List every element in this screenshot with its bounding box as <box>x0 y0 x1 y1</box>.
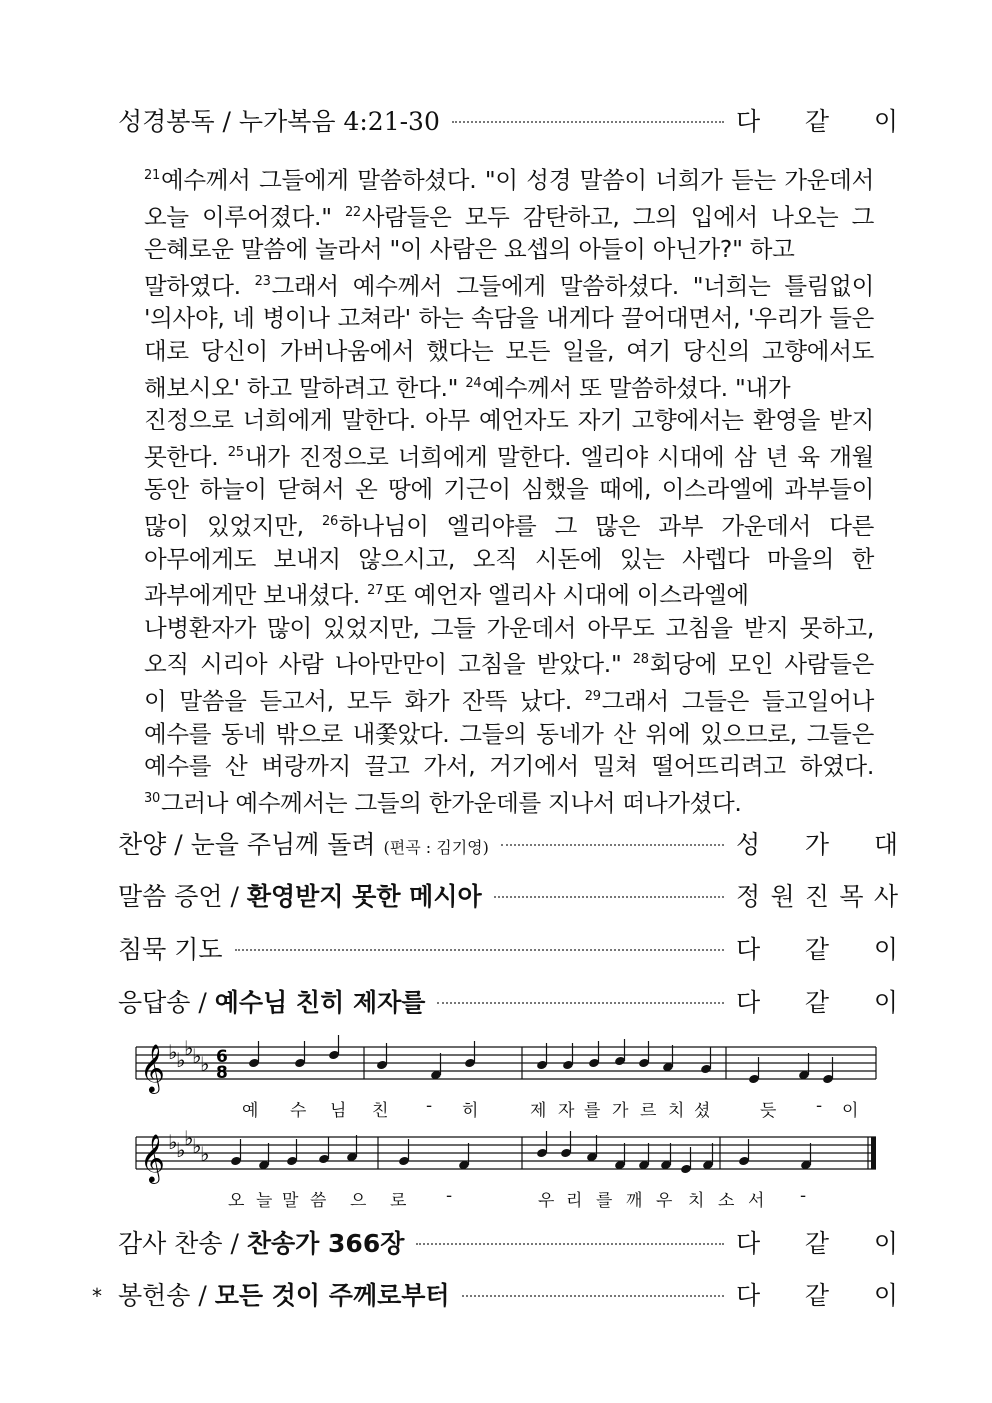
item-label: 응답송 / <box>118 988 215 1017</box>
lyric-syllable: - <box>800 1186 810 1206</box>
leader-dots <box>452 121 724 123</box>
verse-text: 과부에게만 보내셨다. <box>144 581 368 610</box>
scripture-line <box>144 437 874 474</box>
verse-text: 회당에 모인 사람들은 <box>649 650 874 679</box>
order-item-anthem <box>118 823 898 863</box>
verse-number: 24 <box>465 375 482 391</box>
lyric-syllable: 듯 <box>760 1101 780 1121</box>
lyric-syllable: 치 <box>668 1101 688 1121</box>
scripture-line <box>144 644 874 681</box>
order-item-thanksgiving-hymn <box>118 1222 898 1262</box>
time-signature-top: 6 <box>216 1047 228 1067</box>
verse-text: 그래서 예수께서 그들에게 말씀하셨다. "너희는 틀림없이 <box>271 271 874 300</box>
verse-text: 해보시오' 하고 말하려고 한다." <box>144 373 466 402</box>
leader-dots <box>462 1295 724 1297</box>
lyric-syllable: 히 <box>462 1101 482 1121</box>
scripture-line <box>144 233 874 266</box>
lyric-syllable: 예 <box>242 1101 262 1121</box>
time-signature-bottom: 8 <box>216 1063 228 1083</box>
verse-number: 29 <box>584 688 601 704</box>
item-label: 감사 찬송 / <box>118 1229 247 1258</box>
verse-text: 예수를 산 벼랑까지 끌고 가서, 거기에서 밀쳐 떨어뜨리려고 하였다. <box>144 752 874 781</box>
scripture-text <box>144 160 874 819</box>
lyric-syllable: 르 <box>640 1101 660 1121</box>
verse-text: 아무에게도 보내지 않으시고, 오직 시돈에 있는 사렙다 마을의 한 <box>144 544 874 573</box>
verse-text: 말하였다. <box>144 271 255 300</box>
leader-dots <box>494 896 724 898</box>
lyric-syllable: - <box>426 1096 436 1116</box>
verse-text: 예수께서 또 말씀하셨다. "내가 <box>482 373 791 402</box>
sermon-title: 환영받지 못한 메시아 <box>246 882 482 911</box>
lyric-syllable: 씀 <box>310 1191 330 1211</box>
treble-clef-icon: 𝄞 <box>140 1133 165 1182</box>
svg-text:♭: ♭ <box>168 1040 178 1064</box>
svg-text:♭: ♭ <box>184 1126 194 1150</box>
verse-text: 은혜로운 말씀에 놀라서 "이 사람은 요셉의 아들이 아닌가?" 하고 <box>144 235 795 264</box>
lyric-syllable: - <box>816 1096 826 1116</box>
scripture-line <box>144 783 874 820</box>
verse-number: 21 <box>144 168 160 183</box>
lyric-syllable: 우 <box>656 1191 676 1211</box>
order-item-response-song <box>118 981 898 1021</box>
verse-text: '의사야, 네 병이나 고쳐라' 하는 속담을 내게다 끌어대면서, '우리가 들은 <box>144 304 874 333</box>
verse-text: 나병환자가 많이 있었지만, 그들 가운데서 아무도 고침을 받지 못하고, <box>144 613 874 642</box>
scripture-line <box>144 266 874 303</box>
offering-song-title: 모든 것이 주께로부터 <box>214 1281 450 1310</box>
verse-text: 많이 있었지만, <box>144 511 323 540</box>
lyric-syllable: 를 <box>596 1191 616 1211</box>
scripture-line <box>144 473 874 506</box>
final-barline <box>871 1137 876 1169</box>
scripture-line <box>144 543 874 576</box>
lyric-syllable: 오 <box>228 1191 248 1211</box>
verse-text: 또 예언자 엘리사 시대에 이스라엘에 <box>384 581 749 610</box>
verse-text: 그러나 예수께서는 그들의 한가운데를 지나서 떠나가셨다. <box>160 788 742 817</box>
lyric-syllable: 으 <box>350 1191 370 1211</box>
item-label: 말씀 증언 / <box>118 882 247 911</box>
lyric-syllable: 로 <box>390 1191 410 1211</box>
lyric-syllable: 님 <box>330 1101 350 1121</box>
verse-text: 하나님이 엘리야를 그 많은 과부 가운데서 다른 <box>339 511 875 540</box>
item-label: 봉헌송 / <box>118 1281 215 1310</box>
scripture-line <box>144 302 874 335</box>
lyric-syllable: 를 <box>584 1101 604 1121</box>
leader-dots <box>416 1243 724 1245</box>
scripture-line <box>144 335 874 368</box>
verse-text: 이 말씀을 듣고서, 모두 화가 잔뜩 났다. <box>144 686 585 715</box>
item-leader: 다 같 이 <box>736 107 898 136</box>
item-leader: 정 원 진 목 사 <box>736 882 898 911</box>
standing-mark: * <box>92 1284 102 1308</box>
verse-number: 25 <box>227 444 244 460</box>
scripture-line <box>144 681 874 718</box>
leader-dots <box>437 1002 724 1004</box>
notes-line-1 <box>248 1035 834 1084</box>
scripture-line <box>144 404 874 437</box>
verse-text: 대로 당신이 가버나움에서 했다는 모든 일을, 여기 당신의 고향에서도 <box>144 336 874 365</box>
lyric-syllable: - <box>446 1186 456 1206</box>
verse-text: 못한다. <box>144 442 228 471</box>
svg-text:♭: ♭ <box>192 1134 202 1158</box>
order-item-sermon <box>118 875 898 915</box>
scripture-line <box>144 718 874 751</box>
lyric-syllable: 치 <box>688 1191 708 1211</box>
svg-text:♭: ♭ <box>192 1044 202 1068</box>
item-leader: 다 같 이 <box>736 1281 898 1310</box>
lyric-syllable: 깨 <box>626 1191 646 1211</box>
svg-text:♭: ♭ <box>176 1138 186 1162</box>
verse-number: 26 <box>322 513 338 529</box>
lyric-syllable: 자 <box>558 1101 578 1121</box>
verse-text: 사람들은 모두 감탄하고, 그의 입에서 나오는 그 <box>361 202 875 231</box>
verse-text: 진정으로 너희에게 말한다. 아무 예언자도 자기 고향에서는 환영을 받지 <box>144 406 874 435</box>
verse-number: 30 <box>144 790 160 806</box>
svg-text:♭: ♭ <box>168 1130 178 1154</box>
verse-number: 23 <box>254 273 271 289</box>
leader-dots <box>235 949 724 951</box>
item-leader: 다 같 이 <box>736 1229 898 1258</box>
scripture-line <box>144 160 874 197</box>
order-item-silent-prayer <box>118 928 898 968</box>
scripture-line <box>144 197 874 234</box>
lyric-syllable: 소 <box>718 1191 738 1211</box>
leader-dots <box>501 844 724 846</box>
svg-text:♭: ♭ <box>200 1052 210 1076</box>
lyric-syllable: 리 <box>566 1191 586 1211</box>
verse-text: 내가 진정으로 너희에게 말한다. 엘리야 시대에 삼 년 육 개월 <box>244 442 874 471</box>
verse-text: 예수를 동네 밖으로 내쫓았다. 그들의 동네가 산 위에 있으므로, 그들은 <box>144 719 874 748</box>
lyric-syllable: 우 <box>538 1191 558 1211</box>
lyric-syllable: 셨 <box>694 1101 714 1121</box>
verse-text: 오직 시리아 사람 나아만만이 고침을 받았다." <box>144 650 633 679</box>
scripture-line <box>144 575 874 612</box>
item-leader: 성 가 대 <box>736 830 898 859</box>
order-item-scripture-reading <box>118 100 898 140</box>
verse-number: 22 <box>344 204 361 220</box>
verse-text: 예수께서 그들에게 말씀하셨다. "이 성경 말씀이 너희가 듣는 가운데서 <box>160 166 874 194</box>
item-leader: 다 같 이 <box>736 988 898 1017</box>
verse-text: 동안 하늘이 닫혀서 온 땅에 기근이 심했을 때에, 이스라엘에 과부들이 <box>144 475 874 504</box>
verse-text: 오늘 이루어졌다." <box>144 202 345 231</box>
item-leader: 다 같 이 <box>736 935 898 964</box>
lyric-syllable: 수 <box>290 1101 310 1121</box>
lyric-syllable: 친 <box>372 1101 392 1121</box>
music-staff-2 <box>134 1125 878 1185</box>
scripture-line <box>144 612 874 645</box>
song-title: 예수님 친히 제자를 <box>214 988 426 1017</box>
arranger-note: (편곡 : 김기영) <box>383 838 489 857</box>
lyric-syllable: 제 <box>530 1101 550 1121</box>
svg-text:♭: ♭ <box>184 1036 194 1060</box>
verse-number: 28 <box>632 652 649 668</box>
lyric-syllable: 서 <box>748 1191 768 1211</box>
scripture-line <box>144 506 874 543</box>
verse-number: 27 <box>367 583 384 599</box>
lyric-syllable: 늘 <box>256 1191 276 1211</box>
scripture-line <box>144 750 874 783</box>
hymn-title: 찬송가 366장 <box>246 1229 405 1258</box>
lyric-syllable: 말 <box>282 1191 302 1211</box>
svg-text:♭: ♭ <box>176 1048 186 1072</box>
item-label: 찬양 / 눈을 주님께 돌려 <box>118 830 376 859</box>
scripture-line <box>144 368 874 405</box>
item-label: 침묵 기도 <box>118 935 223 964</box>
order-item-offering <box>118 1274 898 1314</box>
lyric-syllable: 가 <box>612 1101 632 1121</box>
treble-clef-icon: 𝄞 <box>140 1043 165 1092</box>
verse-text: 그래서 그들은 들고일어나 <box>601 686 874 715</box>
lyric-syllable: 이 <box>842 1101 862 1121</box>
music-staff-1 <box>134 1035 878 1095</box>
svg-text:♭: ♭ <box>200 1142 210 1166</box>
item-label: 성경봉독 / 누가복음 4:21-30 <box>118 107 440 136</box>
